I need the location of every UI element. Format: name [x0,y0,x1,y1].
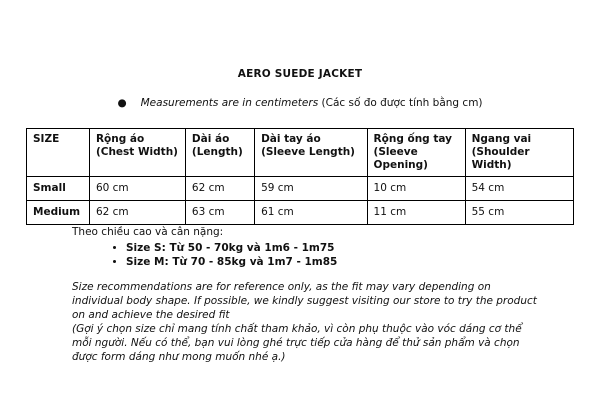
fit-guide [72,225,337,269]
header-label: Ngang vai [471,133,532,145]
table-cell-size: Medium [27,201,90,225]
list-item: • Size S: Từ 50 - 70kg và 1m6 - 1m75 [126,241,337,255]
list-item: • Size M: Từ 70 - 85kg và 1m7 - 1m85 [126,255,337,269]
fit-guide-list [72,241,337,269]
header-sublabel: (Shoulder Width) [471,146,530,171]
header-sublabel: (Length) [191,146,243,158]
disclaimer-english: Size recommendations are for reference only, as the fit may vary depending on individual body shape. If possible, we kindly suggest visiting our store to try the product on and achieve the desired fit [72,281,537,321]
header-length [185,129,254,177]
table-row [27,201,574,225]
size-chart-table [26,128,574,225]
header-sublabel: (Sleeve Length) [261,146,355,158]
header-sublabel: (Chest Width) [95,146,178,158]
table-cell: 10 cm [367,177,465,201]
header-label: Rộng ống tay [373,133,452,145]
header-sublabel: (Sleeve Opening) [373,146,428,171]
header-sleeve-length [255,129,367,177]
header-label: SIZE [33,133,60,145]
measurement-note-italic: Measurements are in centimeters [140,97,319,109]
header-label: Rộng áo [95,133,145,145]
table-cell: 62 cm [185,177,254,201]
header-sleeve-opening [367,129,465,177]
table-cell: 11 cm [367,201,465,225]
measurement-note-translation: (Các số đo được tính bằng cm) [318,97,483,109]
header-size [27,129,90,177]
header-chest-width [89,129,185,177]
measurement-note [0,97,600,109]
page-title: AERO SUEDE JACKET [237,68,363,80]
table-cell: 54 cm [465,177,573,201]
table-cell: 62 cm [89,201,185,225]
disclaimer-vietnamese: (Gợi ý chọn size chỉ mang tính chất tham khảo, vì còn phụ thuộc vào vóc dáng cơ thể mỗi người. Nếu có thể, bạn vui lòng ghé trực tiếp cửa hàng để thử sản phẩm và chọn được form dáng như mong muốn nhé ạ.) [72,323,522,363]
table-cell: 61 cm [255,201,367,225]
table-cell: 60 cm [89,177,185,201]
table-row [27,177,574,201]
table-cell: 63 cm [185,201,254,225]
fit-guide-intro: Theo chiều cao và cân nặng: [72,226,224,238]
bullet-icon: ● [117,97,127,109]
header-label: Dài tay áo [261,133,321,145]
table-cell: 59 cm [255,177,367,201]
header-label: Dài áo [191,133,230,145]
table-header-row [27,129,574,177]
disclaimer [72,280,542,364]
table-cell: 55 cm [465,201,573,225]
table-cell-size: Small [27,177,90,201]
header-shoulder-width [465,129,573,177]
